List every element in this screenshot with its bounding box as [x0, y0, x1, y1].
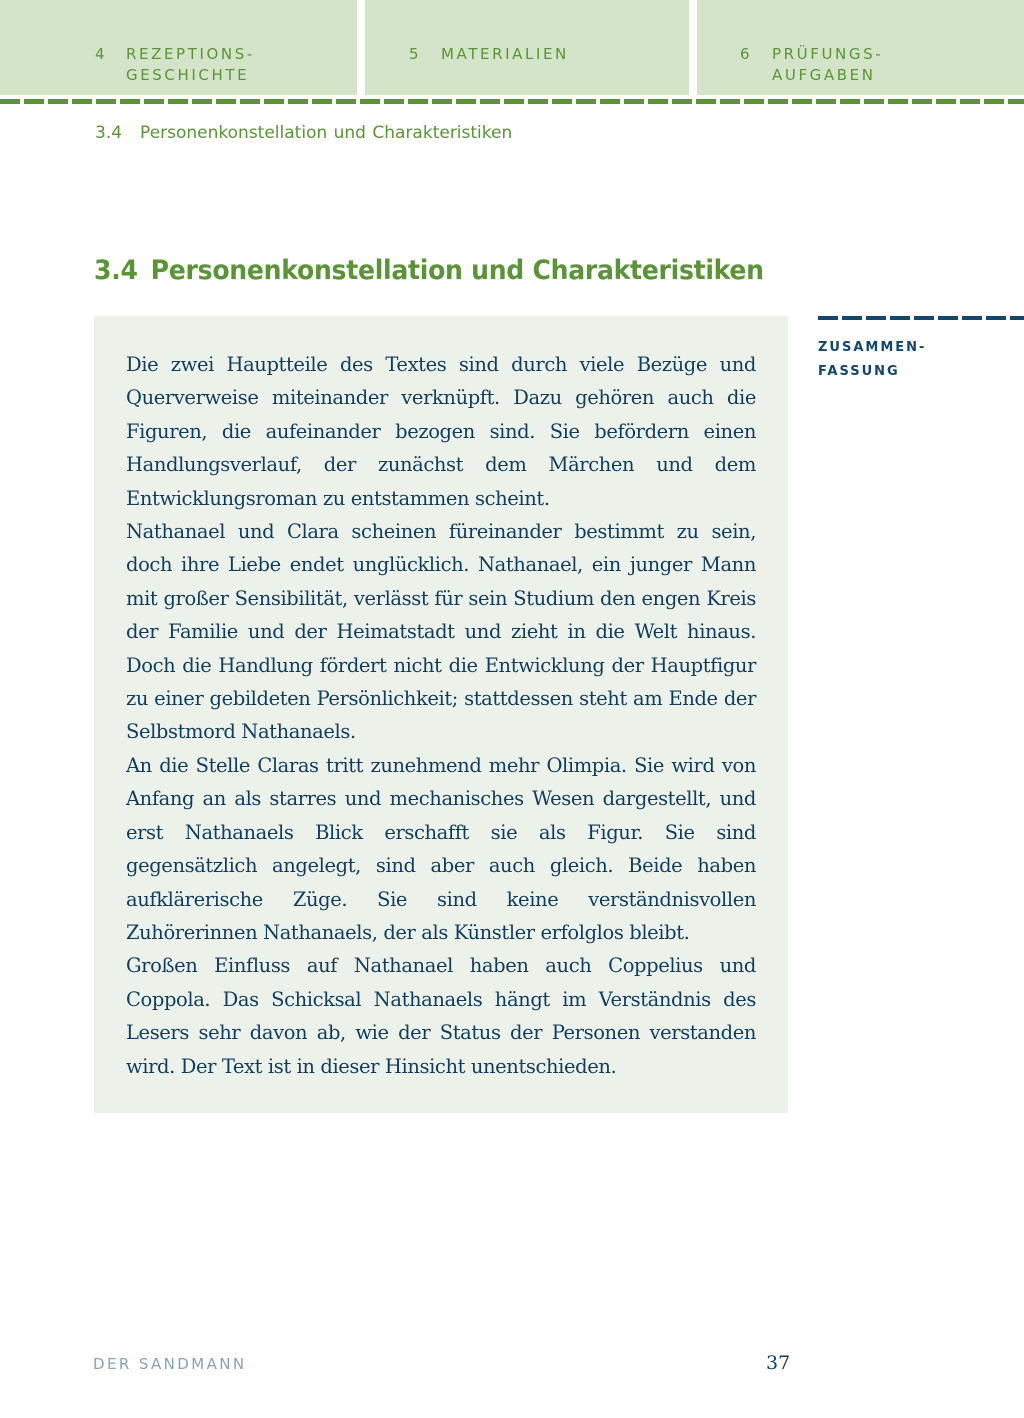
tab-label — [126, 44, 255, 86]
tab-number: 5 — [409, 45, 422, 63]
summary-text — [126, 348, 756, 1083]
tab-pruefungsaufgaben[interactable] — [697, 0, 1024, 95]
tab-number: 4 — [95, 45, 108, 63]
margin-label-line1: ZUSAMMEN- — [818, 340, 927, 355]
tab-label-line2: GESCHICHTE — [126, 66, 250, 84]
summary-paragraph: Großen Einfluss auf Nathanael haben auch Coppelius und Coppola. Das Schicksal Nathanaels hängt im Verständnis des Lesers sehr davon ab, wie der Status der Personen verstanden wird. Der Text ist in dieser Hinsicht unentschieden. — [126, 954, 756, 1078]
header-dashed-divider — [0, 99, 1024, 104]
tab-label-line1: REZEPTIONS- — [126, 45, 255, 63]
footer-book-title: DER SANDMANN — [93, 1355, 247, 1373]
chapter-nav — [0, 0, 1024, 96]
running-head — [95, 123, 512, 143]
tab-materialien[interactable] — [365, 0, 689, 95]
tab-rezeptionsgeschichte[interactable] — [0, 0, 357, 95]
tab-label: MATERIALIEN — [441, 45, 569, 63]
margin-note — [818, 316, 1024, 384]
summary-box — [94, 316, 788, 1113]
margin-dashed-divider — [818, 316, 1024, 320]
summary-paragraph: Nathanael und Clara scheinen füreinander bestimmt zu sein, doch ihre Liebe endet unglücklich. Nathanael, ein junger Mann mit großer Sensibilität, verlässt für sein Studium den engen Kreis der Familie und der Heimatstadt und zieht in die Welt hinaus. Doch die Handlung fördert nicht die Entwicklung der Hauptfigur zu einer gebildeten Persönlichkeit; stattdessen steht am Ende der Selbstmord Nathanaels. — [126, 520, 756, 744]
tab-number: 6 — [740, 45, 753, 63]
section-number: 3.4 — [94, 255, 138, 286]
summary-paragraph: Die zwei Hauptteile des Textes sind durch viele Bezüge und Querverweise miteinander verknüpft. Dazu gehören auch die Figuren, die aufeinander bezogen sind. Sie befördern einen Handlungsverlauf, der zunächst dem Märchen und dem Entwicklungsroman zu entstammen scheint. — [126, 353, 756, 510]
running-head-number: 3.4 — [95, 123, 123, 143]
tab-label-line1: PRÜFUNGS- — [772, 45, 884, 63]
running-head-title: Personenkonstellation und Charakteristiken — [140, 123, 513, 143]
summary-paragraph: An die Stelle Claras tritt zunehmend mehr Olimpia. Sie wird von Anfang an als starres und mechanisches Wesen dargestellt, und erst Nathanaels Blick erschafft sie als Figur. Sie sind gegensätzlich angelegt, sind aber auch gleich. Beide haben aufklärerische Züge. Sie sind keine verständnisvollen Zuhörerinnen Nathanaels, der als Künstler erfolglos bleibt. — [126, 753, 756, 944]
section-title: Personenkonstellation und Charakteristiken — [150, 255, 764, 286]
tab-label-line2: AUFGABEN — [772, 66, 876, 84]
section-heading — [94, 255, 764, 286]
margin-label — [818, 336, 1024, 384]
tab-label — [772, 44, 883, 86]
page-number: 37 — [766, 1352, 791, 1374]
margin-label-line2: FASSUNG — [818, 364, 900, 379]
